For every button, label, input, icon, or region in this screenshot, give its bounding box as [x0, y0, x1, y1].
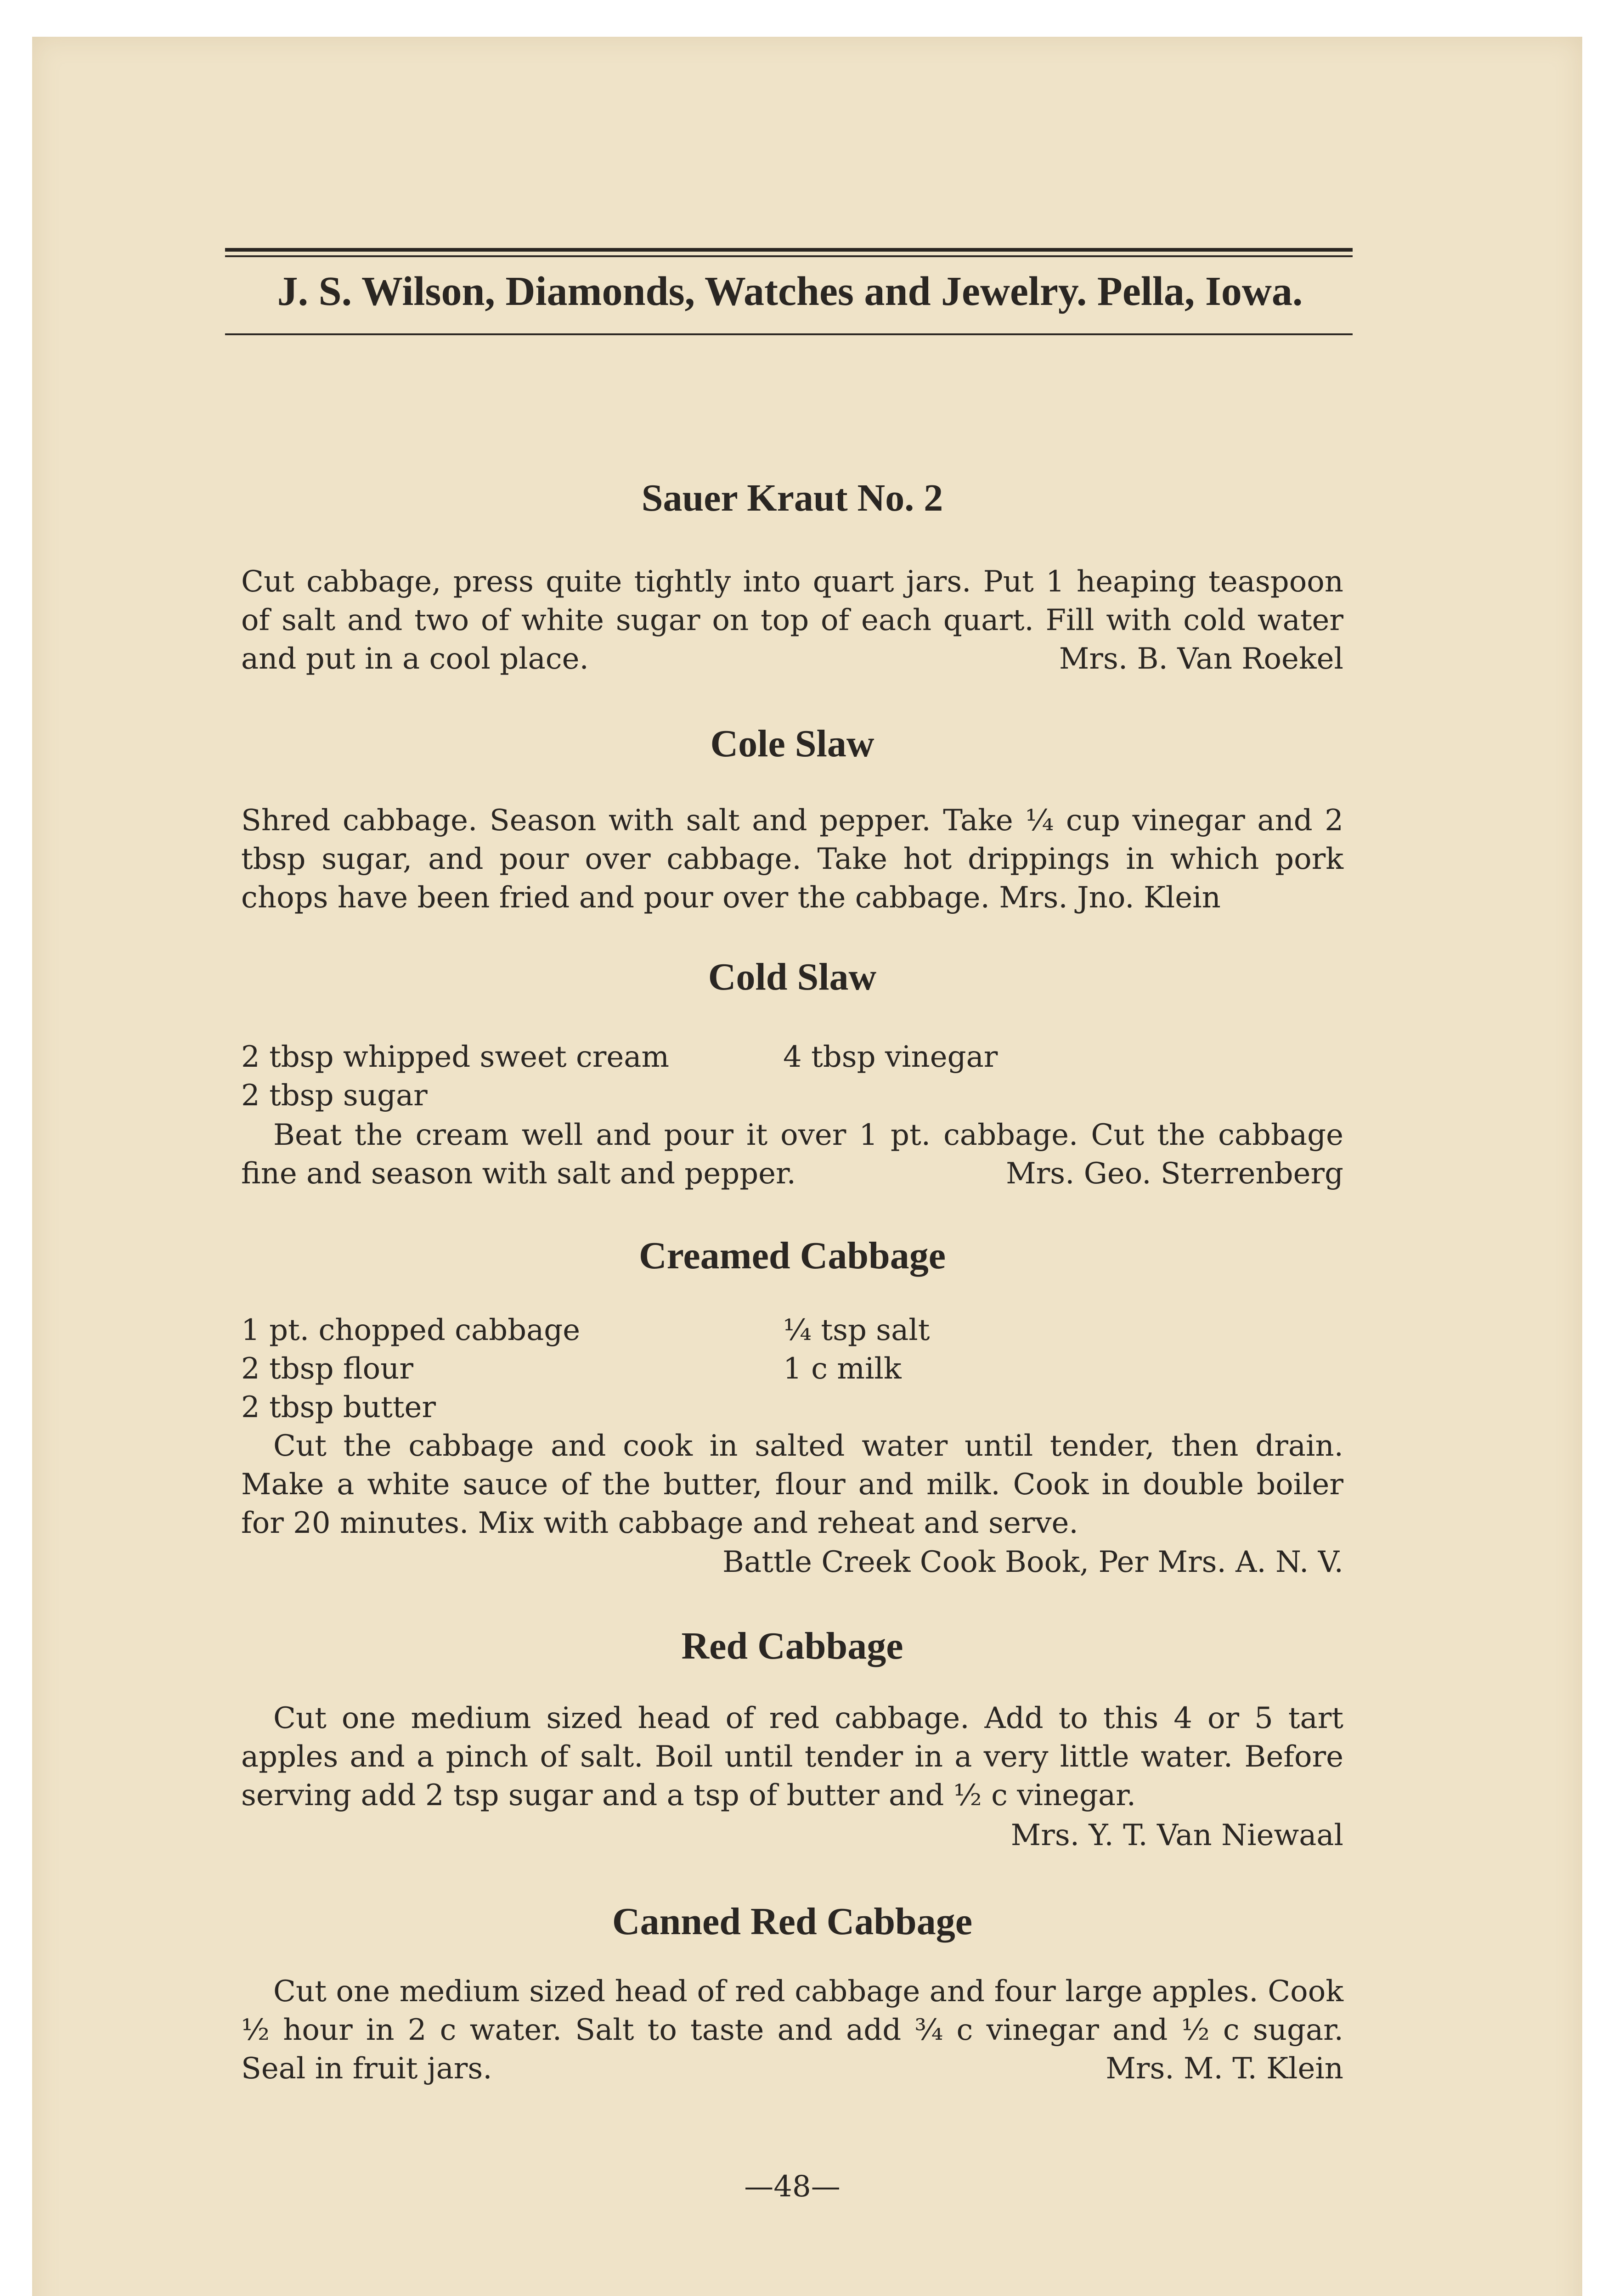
- recipe-title: Sauer Kraut No. 2: [641, 477, 943, 519]
- recipe-body: Shred cabbage. Season with salt and pepper. Take ¼ cup vinegar and 2 tbsp sugar, and pour over cabbage. Take hot drippings in which pork chops have been fried and pour over the cabbage.: [241, 804, 1343, 915]
- recipe-body: Beat the cream well and pour it over 1 pt. cabbage. Cut the cabbage fine and season with salt and pepper.: [241, 1118, 1343, 1191]
- recipe-credit: Mrs. B. Van Roekel: [1059, 642, 1343, 676]
- ingredient: ¼ tsp salt: [783, 1313, 930, 1347]
- recipe-text: [241, 1972, 1343, 2088]
- recipe-credit: Mrs. M. T. Klein: [1106, 2052, 1343, 2086]
- recipe-credit: Battle Creek Cook Book, Per Mrs. A. N. V.: [722, 1545, 1343, 1579]
- ingredient: 2 tbsp sugar: [241, 1079, 428, 1113]
- recipe-body: Cut one medium sized head of red cabbage. Add to this 4 or 5 tart apples and a pinch of salt. Boil until tender in a very little water. Before serving add 2 tsp sugar and a tsp of butter and ½ c vinegar.: [241, 1701, 1343, 1812]
- recipe-body: Cut the cabbage and cook in salted water until tender, then drain. Make a white sauce of the butter, flour and milk. Cook in double boiler for 20 minutes. Mix with cabbage and reheat and serve.: [241, 1429, 1343, 1540]
- recipe-credit: Mrs. Jno. Klein: [999, 881, 1221, 915]
- recipe-title: Creamed Cabbage: [638, 1234, 946, 1277]
- ingredient: 1 pt. chopped cabbage: [241, 1313, 581, 1347]
- recipe-title: Cole Slaw: [710, 722, 874, 765]
- recipe-title: Canned Red Cabbage: [612, 1900, 973, 1943]
- recipe-title: Cold Slaw: [708, 956, 877, 998]
- recipe-body: Cut cabbage, press quite tightly into quart jars. Put 1 heaping teaspoon of salt and two of white sugar on top of each quart. Fill with cold water and put in a cool place.: [241, 565, 1343, 676]
- page-content: [241, 37, 1343, 2296]
- recipe-text: [241, 801, 1343, 917]
- page-number: —48—: [744, 2170, 841, 2204]
- recipe-text: [241, 1116, 1343, 1193]
- recipe-text: [241, 563, 1343, 678]
- recipe-text: [241, 1699, 1343, 1815]
- recipe-text: [241, 1427, 1343, 1542]
- book-page: [32, 37, 1582, 2296]
- recipe-title: Red Cabbage: [681, 1625, 903, 1667]
- ingredient: 2 tbsp whipped sweet cream: [241, 1040, 670, 1074]
- recipe-body: Cut one medium sized head of red cabbage and four large apples. Cook ½ hour in 2 c water. Salt to taste and add ¾ c vinegar and ½ c sugar. Seal in fruit jars.: [241, 1975, 1343, 2086]
- recipe-credit: Mrs. Geo. Sterrenberg: [1006, 1157, 1343, 1191]
- recipe-credit: Mrs. Y. T. Van Niewaal: [1010, 1818, 1343, 1852]
- ingredient: 1 c milk: [783, 1352, 902, 1386]
- ingredient: 2 tbsp butter: [241, 1390, 436, 1424]
- page-header: J. S. Wilson, Diamonds, Watches and Jewelry. Pella, Iowa.: [277, 269, 1303, 314]
- ingredient: 2 tbsp flour: [241, 1352, 413, 1386]
- ingredient: 4 tbsp vinegar: [783, 1040, 998, 1074]
